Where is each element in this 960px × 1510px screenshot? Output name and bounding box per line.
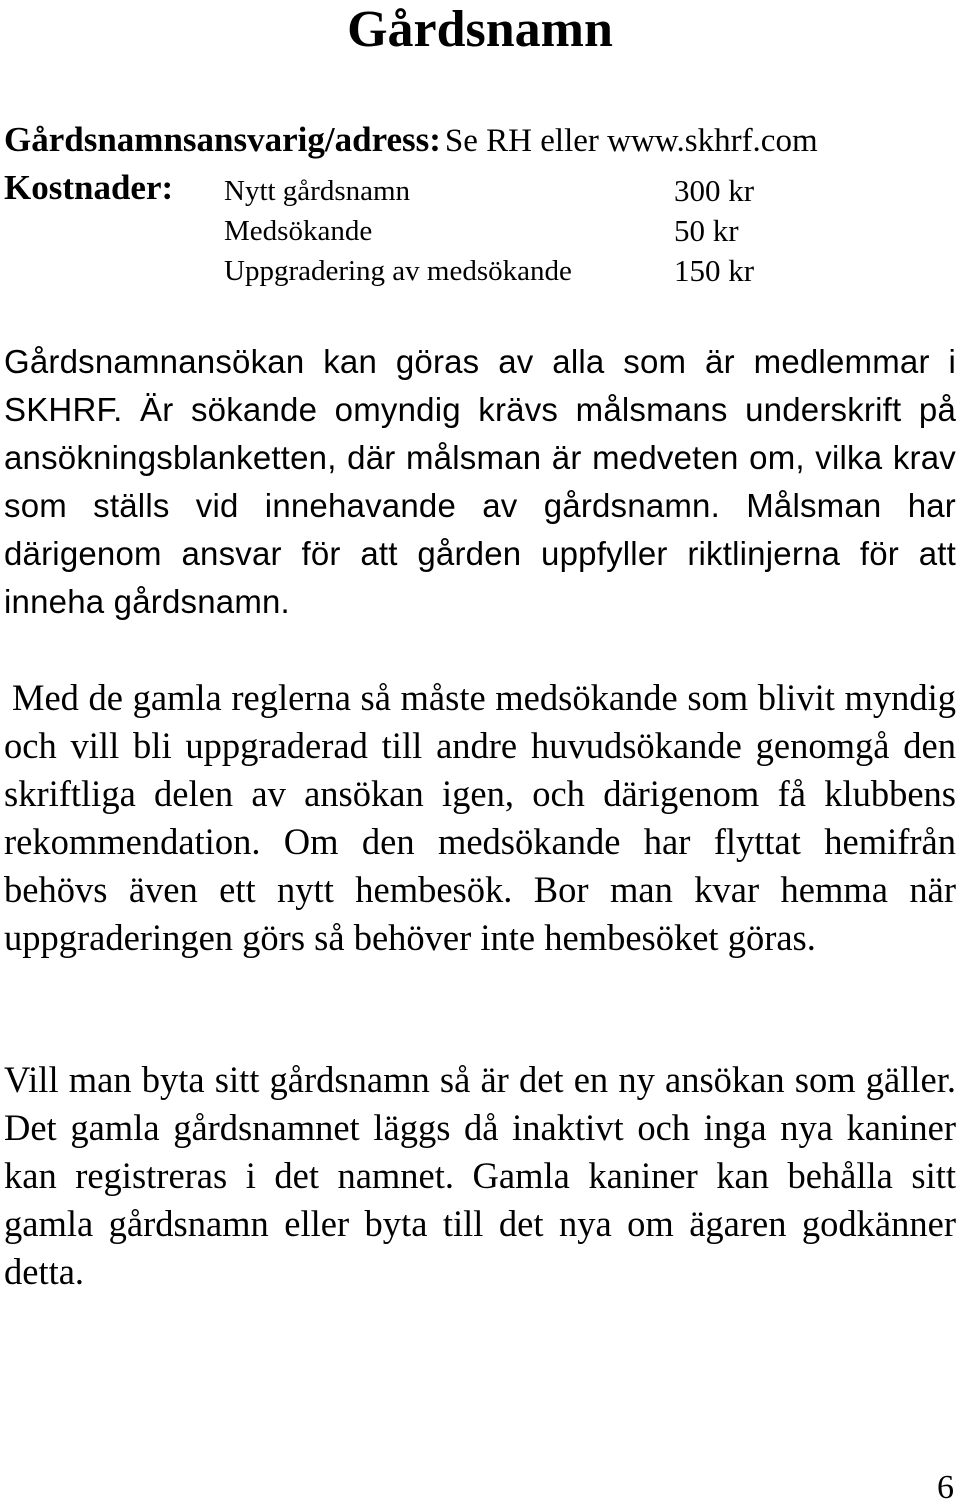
cost-item-amount: 300 kr	[674, 173, 755, 208]
responsible-value: Se RH eller www.skhrf.com	[444, 123, 818, 159]
paragraph-change-name: Vill man byta sitt gårdsnamn så är det en ny ansökan som gäller. Det gamla gårdsnamnet läggs då inaktivt och inga nya kaniner kan registreras i det namnet. Gamla kaniner kan behålla sitt gamla gårdsnamn eller byta till det nya om ägaren godkänner detta.	[4, 1059, 956, 1292]
cost-item-name: Medsökande	[224, 215, 373, 247]
cost-item-amount: 150 kr	[674, 253, 755, 288]
responsible-row	[4, 120, 818, 161]
paragraph-membership: Gårdsnamnansökan kan göras av alla som är medlemmar i SKHRF. Är sökande omyndig krävs målsmans underskrift på ansökningsblanketten, där målsman är medveten om, vilka krav som ställs vid innehavande av gårdsnamn. Målsman har därigenom ansvar för att gården uppfyller riktlinjerna för att inneha gårdsnamn.	[4, 343, 956, 620]
paragraph-old-rules: Med de gamla reglerna så måste medsökande som blivit myndig och vill bli uppgraderad till andre huvudsökande genomgå den skriftliga delen av ansökan igen, och därigenom få klubbens rekommendation. Om den medsökande har flyttat hemifrån behövs även ett nytt hembesök. Bor man kvar hemma när uppgraderingen görs så behöver inte hembesöket göras.	[4, 677, 956, 958]
page-number: 6	[937, 1469, 954, 1506]
costs-label: Kostnader:	[4, 168, 174, 207]
page-title: Gårdsnamn	[347, 1, 613, 58]
responsible-label: Gårdsnamnsansvarig/adress:	[4, 120, 441, 159]
cost-item-name: Nytt gårdsnamn	[224, 175, 411, 207]
cost-item-name: Uppgradering av medsökande	[224, 255, 572, 287]
cost-item-amount: 50 kr	[674, 213, 739, 248]
